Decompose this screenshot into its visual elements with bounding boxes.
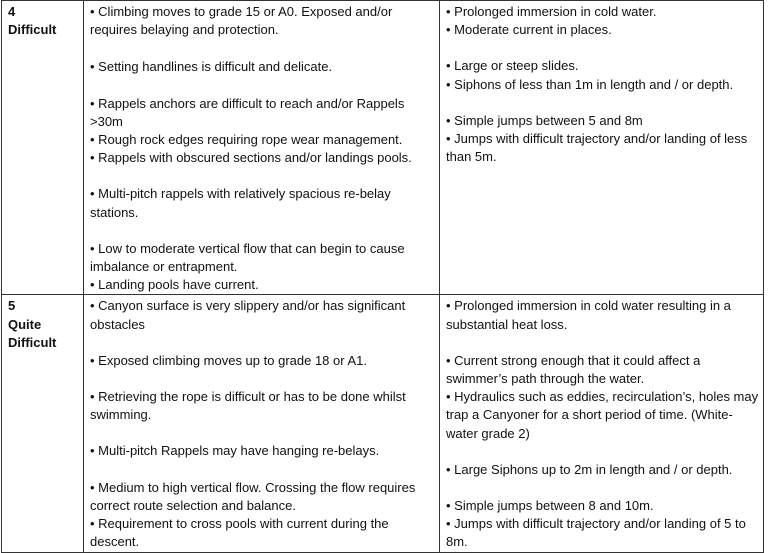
rope-criteria-cell (84, 295, 440, 552)
list-item: • Setting handlines is difficult and delicate. (90, 59, 333, 75)
list-item: • Medium to high vertical flow. Crossing the flow requires correct route selection and balance. (90, 479, 416, 513)
list-item: • Simple jumps between 8 and 10m. (446, 498, 654, 514)
list-item: • Low to moderate vertical flow that can begin to cause imbalance or entrapment. (90, 240, 405, 275)
water-criteria-cell (440, 295, 764, 552)
list-item: • Current strong enough that it could affect a swimmer’s path through the water. (446, 352, 701, 387)
grade-number: 5 (8, 298, 16, 314)
list-item: • Prolonged immersion in cold water. (446, 4, 657, 19)
list-item: • Large or steep slides. (446, 58, 579, 74)
list-item: • Requirement to cross pools with current during the descent. (90, 516, 389, 550)
list-item: • Hydraulics such as eddies, recirculation’s, holes may trap a Canyoner for a short period of time. (White-water grade 2) (446, 389, 759, 441)
table-row (2, 1, 764, 295)
grade-label: Quite (8, 316, 42, 332)
list-item: • Siphons of less than 1m in length and / or depth. (446, 76, 734, 92)
water-criteria-cell (440, 1, 764, 295)
list-item: • Moderate current in places. (446, 22, 612, 38)
list-item: • Multi-pitch rappels with relatively spacious re-belay stations. (90, 186, 391, 220)
list-item: • Climbing moves to grade 15 or A0. Exposed and/or requires belaying and protection. (90, 4, 393, 38)
canyon-grade-table (1, 0, 764, 553)
grade-number: 4 (8, 4, 16, 19)
grade-cell (2, 1, 84, 295)
rope-criteria-cell (84, 1, 440, 295)
list-item: • Prolonged immersion in cold water resulting in a substantial heat loss. (446, 298, 731, 332)
list-item: • Large Siphons up to 2m in length and / or depth. (446, 461, 733, 477)
table-row (2, 295, 764, 552)
list-item: • Canyon surface is very slippery and/or has significant obstacles (90, 298, 406, 332)
grade-label: Difficult (8, 22, 57, 38)
list-item: • Simple jumps between 5 and 8m (446, 112, 643, 128)
list-item: • Jumps with difficult trajectory and/or landing of less than 5m. (446, 131, 748, 165)
list-item: • Rappels with obscured sections and/or landings pools. (90, 150, 412, 166)
grade-label: Difficult (8, 334, 57, 350)
list-item: • Jumps with difficult trajectory and/or landing of 5 to 8m. (446, 516, 746, 550)
list-item: • Exposed climbing moves up to grade 18 or A1. (90, 352, 367, 368)
list-item: • Landing pools have current. (90, 277, 259, 293)
list-item: • Rough rock edges requiring rope wear management. (90, 132, 403, 148)
grade-cell (2, 295, 84, 552)
list-item: • Multi-pitch Rappels may have hanging re-belays. (90, 443, 380, 459)
list-item: • Retrieving the rope is difficult or has to be done whilst swimming. (90, 389, 406, 423)
list-item: • Rappels anchors are difficult to reach and/or Rappels >30m (90, 95, 405, 129)
